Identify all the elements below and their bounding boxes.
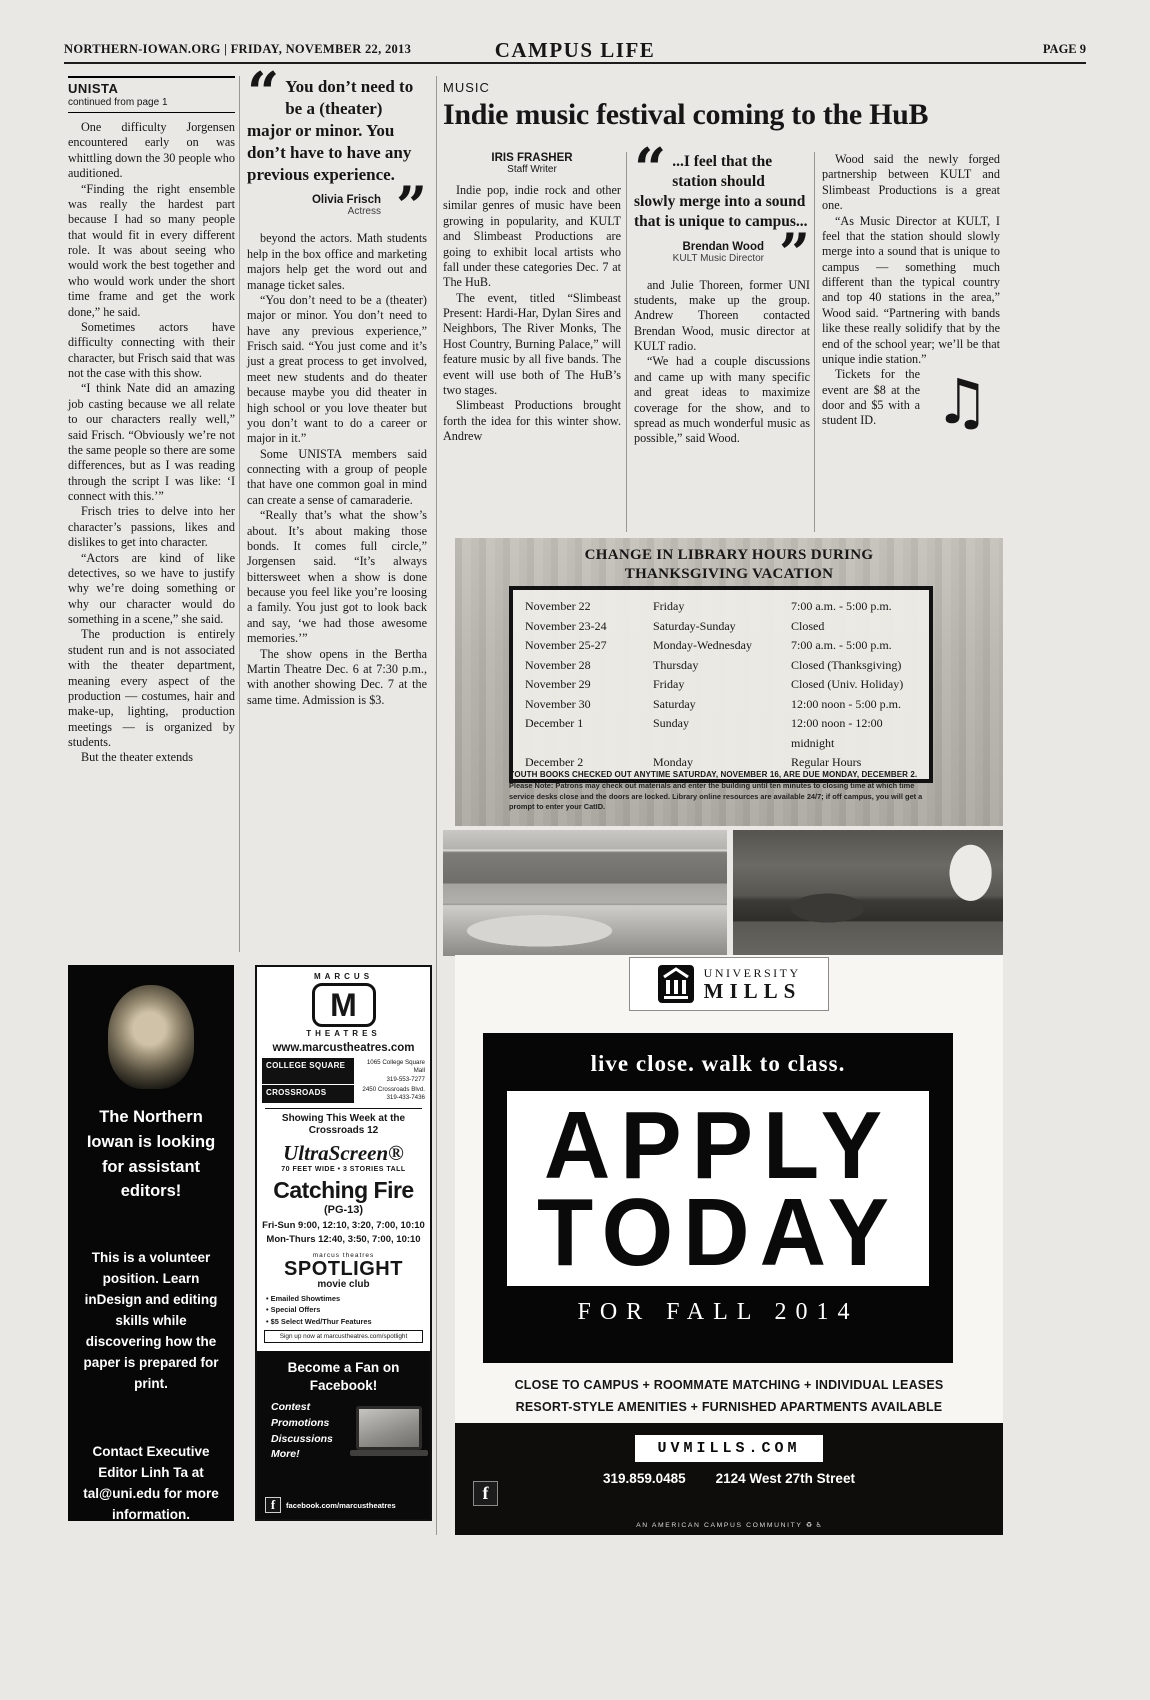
pull-quote-attribution (247, 174, 427, 239)
laptop-image (356, 1406, 422, 1450)
uvmills-website: UVMILLS.COM (635, 1435, 822, 1462)
recycle-icon: ♻ (805, 1521, 813, 1529)
library-title-line1: CHANGE IN LIBRARY HOURS DURING (584, 547, 874, 563)
masthead-site-date: NORTHERN-IOWAN.ORG | FRIDAY, NOVEMBER 22, 2013 (64, 42, 412, 56)
facebook-promo-panel (257, 1351, 430, 1519)
article-text (68, 120, 235, 766)
music-note-icon: ♫ (934, 365, 990, 439)
showtimes (257, 1219, 430, 1247)
pull-quote-role: Actress (347, 206, 381, 218)
northern-iowan-recruitment-ad (68, 965, 234, 1521)
unista-article-column-1 (68, 76, 235, 766)
facebook-promo-items (265, 1400, 333, 1463)
paragraph: Indie pop, indie rock and other similar genres of music have been growing in popularity, and KULT and Slimbeast Productions are going to exhibit local artists who fall under these categories Dec. 7 at The HuB. (443, 183, 621, 290)
library-hours-row: November 28 Thursday Closed (Thanksgiving) (525, 657, 902, 672)
spotlight-benefits (257, 1293, 430, 1326)
paragraph: More! (271, 1448, 300, 1461)
paragraph: and Julie Thoreen, former UNI students, make up the group. Andrew Thoreen contacted Brendan Wood, music director at KULT radio. (634, 277, 810, 354)
pull-quote-name: Olivia Frisch (311, 194, 381, 207)
pull-quote (247, 60, 427, 239)
library-hours-row: November 29 Friday Closed (Univ. Holiday) (525, 677, 904, 691)
university-mills-logo (629, 957, 829, 1011)
pull-quote-attribution (634, 220, 810, 285)
paragraph: beyond the actors. Math students help in the box office and marketing majors help get the word out and manage ticket sales. (247, 231, 427, 292)
paragraph: The event, titled “Slimbeast Present: Hardi-Har, Dylan Sires and Neighbors, The River Monks, The Host Country, Burning Palace,” will feature music by all five bands. The event will use both of The HuB’s two stages. (443, 290, 621, 397)
library-hours-notice (455, 538, 1003, 826)
library-notice-title (455, 538, 1003, 584)
paragraph: Promotions (271, 1416, 330, 1429)
ad-headline: The Northern Iowan is looking for assistant editors! (86, 1108, 216, 1201)
article-slug (68, 76, 235, 113)
section-kicker: MUSIC (443, 80, 490, 95)
spotlight-logo: SPOTLIGHT (284, 1258, 403, 1281)
library-notes (509, 770, 941, 813)
showtimes-weekday: Mon-Thurs 12:40, 3:50, 7:00, 10:10 (266, 1233, 421, 1245)
tickets-paragraph: Tickets for the event are $8 at the door and $5 with a student ID. (822, 367, 920, 428)
slug-continued: continued from page 1 (68, 97, 168, 108)
marcus-website: www.marcustheatres.com (272, 1042, 415, 1054)
column-divider (814, 152, 815, 532)
facebook-url: facebook.com/marcustheatres (286, 1500, 396, 1510)
ad-footer (455, 1423, 1003, 1535)
library-please-note: Please Note: Patrons may check out materials and enter the building until ten minutes to closing time at which time service desks close and the doors are locked. Library online resources are available 24/7; if off campus, you will get a prompt to enter your CatID. (509, 781, 923, 812)
paragraph: The production is entirely student run and is not associated with the theater department, meaning every aspect of the production — costumes, hair and make-up, lighting, production meetings — is organized by students. (68, 627, 235, 749)
pull-quote (634, 136, 810, 285)
article-headline: Indie music festival coming to the HuB (443, 98, 929, 131)
today-word: TODAY (537, 1180, 899, 1287)
marcus-brand-sub: THEATRES (306, 1029, 381, 1038)
ad-tagline: live close. walk to class. (590, 1051, 846, 1076)
paragraph: Frisch tries to delve into her character’s passions, likes and dislikes to get into character. (68, 504, 235, 550)
close-quote-icon: ” (778, 220, 810, 285)
masthead-section-title: CAMPUS LIFE (494, 38, 656, 62)
spotlight-brand: marcus theatres (312, 1252, 375, 1260)
article-text (822, 152, 1000, 367)
column-divider (626, 152, 627, 532)
library-title-line2: THANKSGIVING VACATION (624, 565, 834, 582)
byline-role: Staff Writer (507, 164, 557, 175)
features-line-2: RESORT-STYLE AMENITIES + FURNISHED APARTMENTS AVAILABLE (515, 1399, 943, 1414)
library-hours-row: December 1 Sunday 12:00 noon - 12:00 midnight (525, 716, 883, 750)
pull-quote-name: Brendan Wood (682, 240, 764, 253)
apartment-pool-photo (443, 830, 727, 956)
paragraph: “You don’t need to be a (theater) major or minor. You don’t need to have any previous experience,” Frisch said. “You just come and it’s just a great process to get involved, meet new students and do theater because maybe you did theater in high school or you love theater but you don’t want to do a career or major in it.” (247, 292, 427, 446)
facebook-url-bar (265, 1497, 422, 1513)
ultrascreen-logo: UltraScreen® (283, 1140, 404, 1165)
marcus-theatres-ad (255, 965, 432, 1521)
facebook-promo-heading: Become a Fan on Facebook! (287, 1360, 400, 1393)
paragraph: Slimbeast Productions brought forth the idea for this winter show. Andrew (443, 398, 621, 443)
paragraph: “I think Nate did an amazing job casting because we all relate to our characters really well,” said Frisch. “Obviously we’re not the same people so there are some differences, but as I was reading through the script I was like: ‘I connect with this.’” (68, 381, 235, 503)
features-line-1: CLOSE TO CAMPUS + ROOMMATE MATCHING + INDIVIDUAL LEASES (514, 1378, 944, 1392)
tickets-info-row (822, 365, 1000, 439)
marcus-logo-icon: M (312, 983, 376, 1027)
apply-today-box (507, 1091, 929, 1286)
uvmills-phone: 319.859.0485 (603, 1471, 686, 1486)
article-text (443, 183, 621, 444)
theatre-locations (257, 1057, 430, 1104)
library-hours-table (509, 586, 933, 783)
paragraph: Contest (271, 1401, 311, 1414)
paragraph: “Actors are kind of like detectives, so we have to justify why we’re doing something or why our character would do something in a scene,” she said. (68, 550, 235, 626)
marcus-brand: MARCUS (313, 972, 374, 981)
library-youth-note: YOUTH BOOKS CHECKED OUT ANYTIME SATURDAY, NOVEMBER 16, ARE DUE MONDAY, DECEMBER 2. (509, 770, 918, 779)
showing-note: Showing This Week at the Crossroads 12 (265, 1108, 422, 1138)
paragraph: “Really that’s what the show’s about. It’s about making those bonds. It comes full circle,” Jorgensen said. “It’s always bittersweet when a show is done because you feel like you’re loosing a family. You just got to look back and say, ‘we had those awesome memories.’” (247, 508, 427, 646)
lightbulb-photo (108, 985, 194, 1089)
library-hours-row: December 2 Monday Regular Hours (525, 755, 862, 769)
music-article-column-3 (822, 152, 1000, 439)
ultrascreen-sub: 70 FEET WIDE • 3 STORIES TALL (281, 1165, 406, 1173)
theatre-location: COLLEGE SQUARE 1065 College Square Mall 319-553-7277 (262, 1058, 425, 1084)
ad-contact: Contact Executive Editor Linh Ta at tal@uni.edu for more information. (83, 1444, 219, 1523)
pull-quote-role: KULT Music Director (672, 252, 764, 264)
slug-title: UNISTA (68, 81, 119, 96)
paragraph: But the theater extends (81, 750, 194, 765)
masthead-page-number: PAGE 9 (1042, 42, 1086, 56)
article-text (634, 278, 810, 447)
uvmills-address: 2124 West 27th Street (715, 1471, 855, 1486)
library-hours-row: November 30 Saturday 12:00 noon - 5:00 p.m. (525, 696, 901, 711)
unista-article-column-2 (247, 60, 427, 708)
ad-features (455, 1375, 1003, 1419)
byline-name: IRIS FRASHER (491, 152, 573, 164)
music-article-column-2 (634, 136, 810, 447)
facebook-icon: f (265, 1497, 281, 1513)
showtimes-weekend: Fri-Sun 9:00, 12:10, 3:20, 7:00, 10:10 (262, 1219, 425, 1231)
paragraph: One difficulty Jorgensen encountered early on was whittling down the 30 people who auditioned. (68, 120, 235, 181)
american-campus-community-line (455, 1521, 1003, 1529)
apartment-interior-photo (733, 830, 1003, 956)
brand-line-2: MILLS (703, 979, 802, 1003)
open-quote-icon: “ (247, 60, 280, 126)
brand-line-1: UNIVERSITY (703, 966, 801, 980)
paragraph: • Emailed Showtimes (266, 1293, 430, 1304)
accessibility-icon: ♿ (815, 1521, 822, 1529)
paragraph: Discussions (271, 1432, 333, 1445)
column-divider (239, 76, 240, 952)
close-quote-icon: ” (395, 174, 427, 239)
for-fall-text: FOR FALL 2014 (577, 1298, 859, 1325)
university-mills-ad (455, 955, 1003, 1535)
movie-title: Catching Fire (273, 1176, 414, 1203)
community-text: AN AMERICAN CAMPUS COMMUNITY (636, 1522, 803, 1529)
university-mills-columns-icon (657, 964, 695, 1004)
theatre-location: CROSSROADS 2450 Crossroads Blvd. 319-433-7436 (262, 1085, 425, 1103)
ad-body: This is a volunteer position. Learn inDesign and editing skills while discovering how the paper is prepared for print. (83, 1250, 219, 1391)
open-quote-icon: “ (634, 136, 667, 202)
pull-quote-text: ...I feel that the station should slowly merge into a sound that is unique to campus... (634, 153, 808, 231)
library-hours-row: November 23-24 Saturday-Sunday Closed (525, 618, 825, 633)
library-hours-row: November 25-27 Monday-Wednesday 7:00 a.m. - 5:00 p.m. (525, 638, 892, 652)
paragraph: Sometimes actors have difficulty connecting with their character, but Frisch said that was not the case with this show. (68, 319, 235, 380)
spotlight-subtitle: movie club (317, 1279, 370, 1291)
paragraph: “Finding the right ensemble was really the hardest part because I had so many people that would fit in every different role. It was about seeing who would work the best together and who would work under the short time frame and get the work done,” he said. (68, 181, 235, 319)
paragraph: The show opens in the Bertha Martin Theatre Dec. 6 at 7:30 p.m., with another showing Dec. 7 at the same time. Admission is $3. (247, 646, 427, 707)
paragraph: • $5 Select Wed/Thur Features (266, 1316, 430, 1327)
byline (443, 152, 621, 175)
column-divider (436, 76, 437, 1535)
article-text (247, 231, 427, 708)
library-hours-row: November 22 Friday 7:00 a.m. - 5:00 p.m. (525, 599, 892, 613)
apply-today-panel (483, 1033, 953, 1363)
facebook-icon: f (473, 1481, 498, 1506)
apply-word: APPLY (543, 1092, 893, 1200)
music-article-column-1 (443, 152, 621, 444)
paragraph: • Special Offers (266, 1304, 430, 1315)
paragraph: “We had a couple discussions and came up with many specific and great ideas to maximize coverage for the show, and to spread as much wonderful music as possible,” said Wood. (634, 354, 810, 446)
movie-rating: (PG-13) (323, 1203, 364, 1216)
paragraph: Wood said the newly forged partnership between KULT and Slimbeast Productions is a great one. (822, 152, 1000, 213)
pull-quote-text: You don’t need to be a (theater) major or minor. You don’t have to have any previous experience. (247, 77, 414, 185)
masthead (64, 38, 1086, 64)
paragraph: “As Music Director at KULT, I feel that the station should slowly merge into a sound that is unique to campus — something much different than the typical country and top 40 stations in the area,” Wood said. “Partnering with bands like these really solidify that by the end of the school year; we’ll be that unique indie station.” (822, 213, 1000, 366)
spotlight-signup: Sign up now at marcustheatres.com/spotlight (264, 1330, 423, 1343)
paragraph: Some UNISTA members said connecting with a group of people that have one common goal in mind can create a sense of camaraderie. (247, 446, 427, 507)
